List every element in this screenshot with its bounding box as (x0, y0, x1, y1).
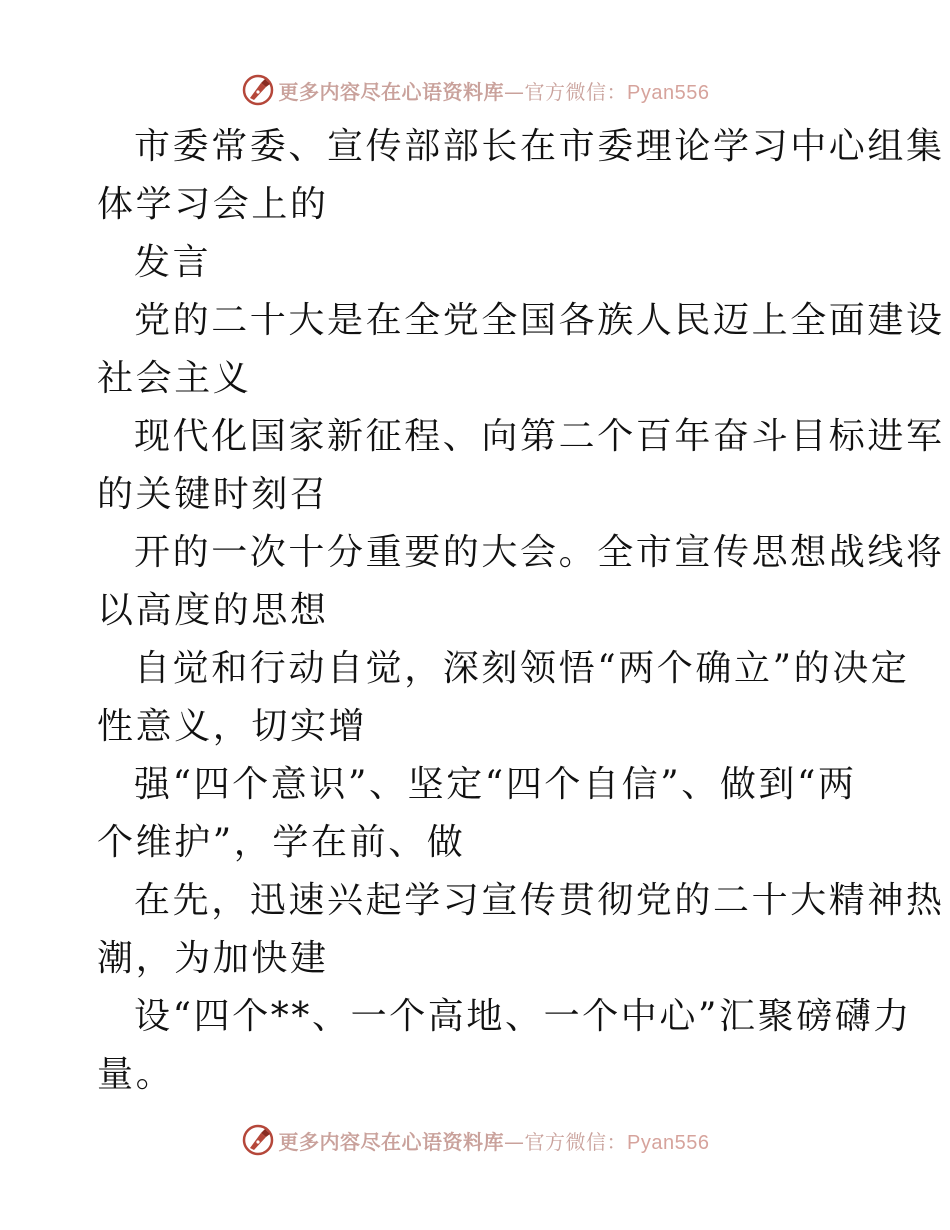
watermark-brand: 更多内容尽在心语资料库 (278, 1129, 505, 1154)
text-line: 强“四个意识”、坚定“四个自信”、做到“两 (134, 764, 857, 805)
watermark-official-label: 官方微信： (524, 79, 628, 104)
text-line: 党的二十大是在全党全国各族人民迈上全面建设 (134, 300, 945, 341)
text-line: 性意义，切实增 (97, 706, 368, 747)
text-line: 设“四个**、一个高地、一个中心”汇聚磅礴力 (134, 996, 913, 1037)
watermark-dash: — (504, 79, 525, 104)
text-line: 潮，为加快建 (97, 938, 329, 979)
watermark-wechat-id: Pyan556 (627, 81, 710, 104)
header-watermark-banner (0, 72, 950, 108)
text-line: 体学习会上的 (97, 184, 329, 225)
text-line: 自觉和行动自觉，深刻领悟“两个确立”的决定 (134, 648, 910, 689)
watermark-dash: — (504, 1129, 525, 1154)
watermark-text (279, 76, 710, 105)
text-line: 个维护”，学在前、做 (97, 822, 466, 863)
document-body (97, 118, 945, 1104)
watermark-brand: 更多内容尽在心语资料库 (278, 79, 505, 104)
text-line: 市委常委、宣传部部长在市委理论学习中心组集 (134, 126, 945, 167)
text-line: 开的一次十分重要的大会。全市宣传思想战线将 (134, 532, 945, 573)
watermark-official-label: 官方微信： (524, 1129, 628, 1154)
text-line: 的关键时刻召 (97, 474, 329, 515)
watermark-text (279, 1126, 710, 1155)
text-line: 现代化国家新征程、向第二个百年奋斗目标进军 (134, 416, 945, 457)
text-line: 社会主义 (97, 358, 252, 399)
text-line: 在先，迅速兴起学习宣传贯彻党的二十大精神热 (134, 880, 945, 921)
footer-watermark-banner (0, 1122, 950, 1158)
text-line: 量。 (97, 1054, 175, 1095)
watermark-wechat-id: Pyan556 (627, 1131, 710, 1154)
pen-nib-logo-icon (241, 73, 275, 107)
text-line: 发言 (134, 242, 212, 283)
text-line: 以高度的思想 (97, 590, 329, 631)
pen-nib-logo-icon (241, 1123, 275, 1157)
